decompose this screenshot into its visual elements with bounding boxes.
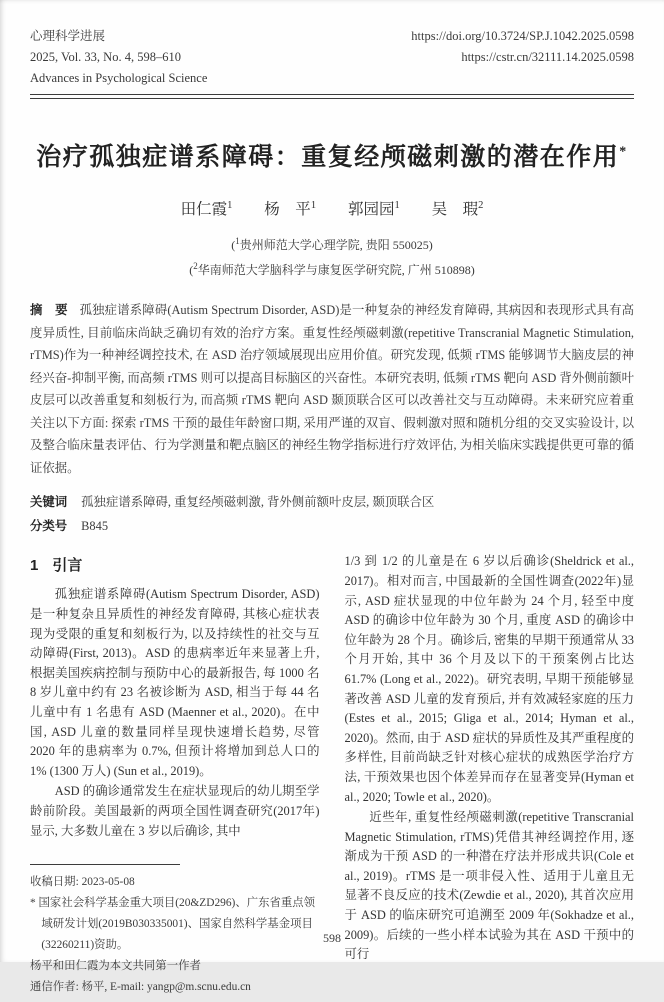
classification-row [30,515,634,538]
affiliation-2 [30,256,634,281]
classification-value: B845 [81,519,109,534]
article-title-text: 治疗孤独症谱系障碍：重复经颅磁刺激的潜在作用 [36,144,620,171]
affiliation-1 [30,231,634,256]
header-divider [30,94,634,99]
author-affil-sup: 1 [394,199,400,211]
affil-text: 华南师范大学脑科学与康复医学研究院, 广州 510898 [197,263,471,277]
footnote-cofirst-authors: 杨平和田仁霞为本文共同第一作者 [30,960,201,973]
body-paragraph: ASD 的确诊通常发生在症状显现后的幼儿期至学龄前阶段。美国最新的两项全国性调查研究(2017年)显示, 大多数儿童在 3 岁以后确诊, 其中 [30,784,320,838]
keywords-label: 关键词 [30,495,68,510]
abstract [30,299,634,479]
article-title [30,137,634,173]
author-name: 杨 平 [264,201,311,218]
doi-link[interactable]: https://doi.org/10.3724/SP.J.1042.2025.0598 [411,29,634,43]
page-number: 598 [323,931,341,945]
keywords-text: 孤独症谱系障碍, 重复经颅磁刺激, 背外侧前额叶皮层, 颞顶联合区 [81,495,435,510]
keywords-row [30,491,634,514]
cstr-link[interactable]: https://cstr.cn/32111.14.2025.0598 [461,50,634,64]
body-paragraph: 近些年, 重复性经颅磁刺激(repetitive Transcranial Magnetic Stimulation, rTMS)凭借其神经调控作用, 逐渐成为干预 ASD 的一种潜在疗法并形成共识(Cole et al., 2019)。rTMS 是一项非侵入性、适用于儿童且无显著不良反应的技术(Zewdie et al., 2020), 其首次应用于 ASD 的临床研究可追溯至 2009 年(Sokhadze et al., 2009)。后续的一些小样本试验为其在 ASD 干预中的可行 [344,810,634,962]
abstract-label: 摘 要 [30,303,68,317]
footnote-corresponding-author[interactable]: 通信作者: 杨平, E-mail: yangp@m.scnu.edu.cn [30,981,251,994]
header-journal-cn-row [30,26,207,68]
affiliations [30,231,634,281]
affil-sup: 2 [193,261,198,271]
author-line [30,197,634,219]
author [348,201,400,218]
paren: ) [428,238,433,252]
paren: ( [231,238,236,252]
classification-label: 分类号 [30,519,68,534]
author-affil-sup: 2 [478,199,484,211]
running-header [30,26,634,89]
author-name: 郭园园 [347,201,395,218]
body-paragraph: 1/3 到 1/2 的儿童是在 6 岁以后确诊(Sheldrick et al., 2017)。相对而言, 中国最新的全国性调查(2022年)显示, ASD 症状显现的中位年龄为 24 个月, 轻至中度 ASD 的确诊中位年龄为 30 个月, 重度 ASD 的确诊中位年龄为 28 个月。确诊后, 密集的早期干预通常从 33 个月开始, 其中 36 个月及以下的干预案例占比达 61.7% (Long et al., 2022)。研究表明, 早期干预能够显著改善 ASD 儿童的发育预后, 并有效减轻家庭的压力(Estes et al., 2015; Gliga et al., 2014; Hyman et al., 2020)。然而, 由于 ASD 症状的异质性及其严重程度的多样性, 目前尚缺乏针对核心症状的成熟医学治疗方法, 干预效果也因个体差异而存在显著变异(Hyman et al., 2020; Towle et al., 2020)。 [344,554,634,804]
footnote-divider [30,864,180,865]
affil-text: 贵州师范大学心理学院, 贵阳 550025 [239,238,429,252]
footnote-received-date: 收稿日期: 2023-05-08 [30,876,135,889]
section-heading-introduction [30,554,320,575]
author-name: 田仁霞 [180,201,228,218]
body-paragraph: 孤独症谱系障碍(Autism Spectrum Disorder, ASD)是一种复杂且异质性的神经发育障碍, 其核心症状表现为受限的重复和刻板行为, 以及持续性的社交与互动障碍(First, 2013)。ASD 的患病率近年来显著上升, 根据美国疾病控制与预防中心的最新报告, 每 1000 名 8 岁儿童中约有 23 名被诊断为 ASD, 相当于每 44 名儿童中有 1 名患有 ASD (Maenner et al., 2020)。在中国, ASD 儿童的数量同样呈现快速增长趋势, 尽管 2020 年的患病率为 0.7%, 但预计将增加到总人口的 1% (1300 万人) (Sun et al., 2019)。 [30,587,320,778]
affil-sup: 1 [235,236,240,246]
section-number: 1 [30,557,39,575]
footnote-funding: * 国家社会科学基金重大项目(20&ZD296)、广东省重点领域研发计划(2019B030335001)、国家自然科学基金项目(32260211)资助。 [30,897,316,952]
paren: ) [470,263,475,277]
author [264,201,316,218]
author-affil-sup: 1 [227,199,233,211]
author-name: 吴 瑕 [431,201,479,218]
author [181,201,233,218]
header-right [411,26,634,89]
author-affil-sup: 1 [310,199,317,211]
author [432,201,484,218]
journal-name-cn: 心理科学进展 [30,29,106,43]
issue-info: 2025, Vol. 33, No. 4, 598–610 [30,50,181,64]
section-title: 引言 [52,557,83,575]
journal-name-en: Advances in Psychological Science [30,71,208,85]
title-footnote-mark: * [619,144,628,160]
abstract-text: 孤独症谱系障碍(Autism Spectrum Disorder, ASD)是一种复杂的神经发育障碍, 其病因和表现形式具有高度异质性, 目前临床尚缺乏确切有效的治疗方案。重复性经颅磁刺激(repetitive Transcranial Magnetic Stimulation, rTMS)作为一种神经调控技术, 在 ASD 治疗领域展现出应用价值。研究发现, 低频 rTMS 能够调节大脑皮层的神经兴奋-抑制平衡, 而高频 rTMS 则可以提高目标脑区的兴奋性。本研究表明, 低频 rTMS 靶向 ASD 背外侧前额叶皮层可以改善重复和刻板行为, 而高频 rTMS 靶向 ASD 颞顶联合区可以改善社交与互动障碍。未来研究应着重关注以下方面: 探索 rTMS 干预的最佳年龄窗口期, 采用严谨的双盲、假刺激对照和随机分组的交叉实验设计, 以及整合临床量表评估、行为学测量和靶点脑区的神经生物学指标进行疗效评估, 为相关临床实践提供更可靠的循证依据。 [30,303,634,475]
header-left [30,26,207,89]
paren: ( [189,263,194,277]
